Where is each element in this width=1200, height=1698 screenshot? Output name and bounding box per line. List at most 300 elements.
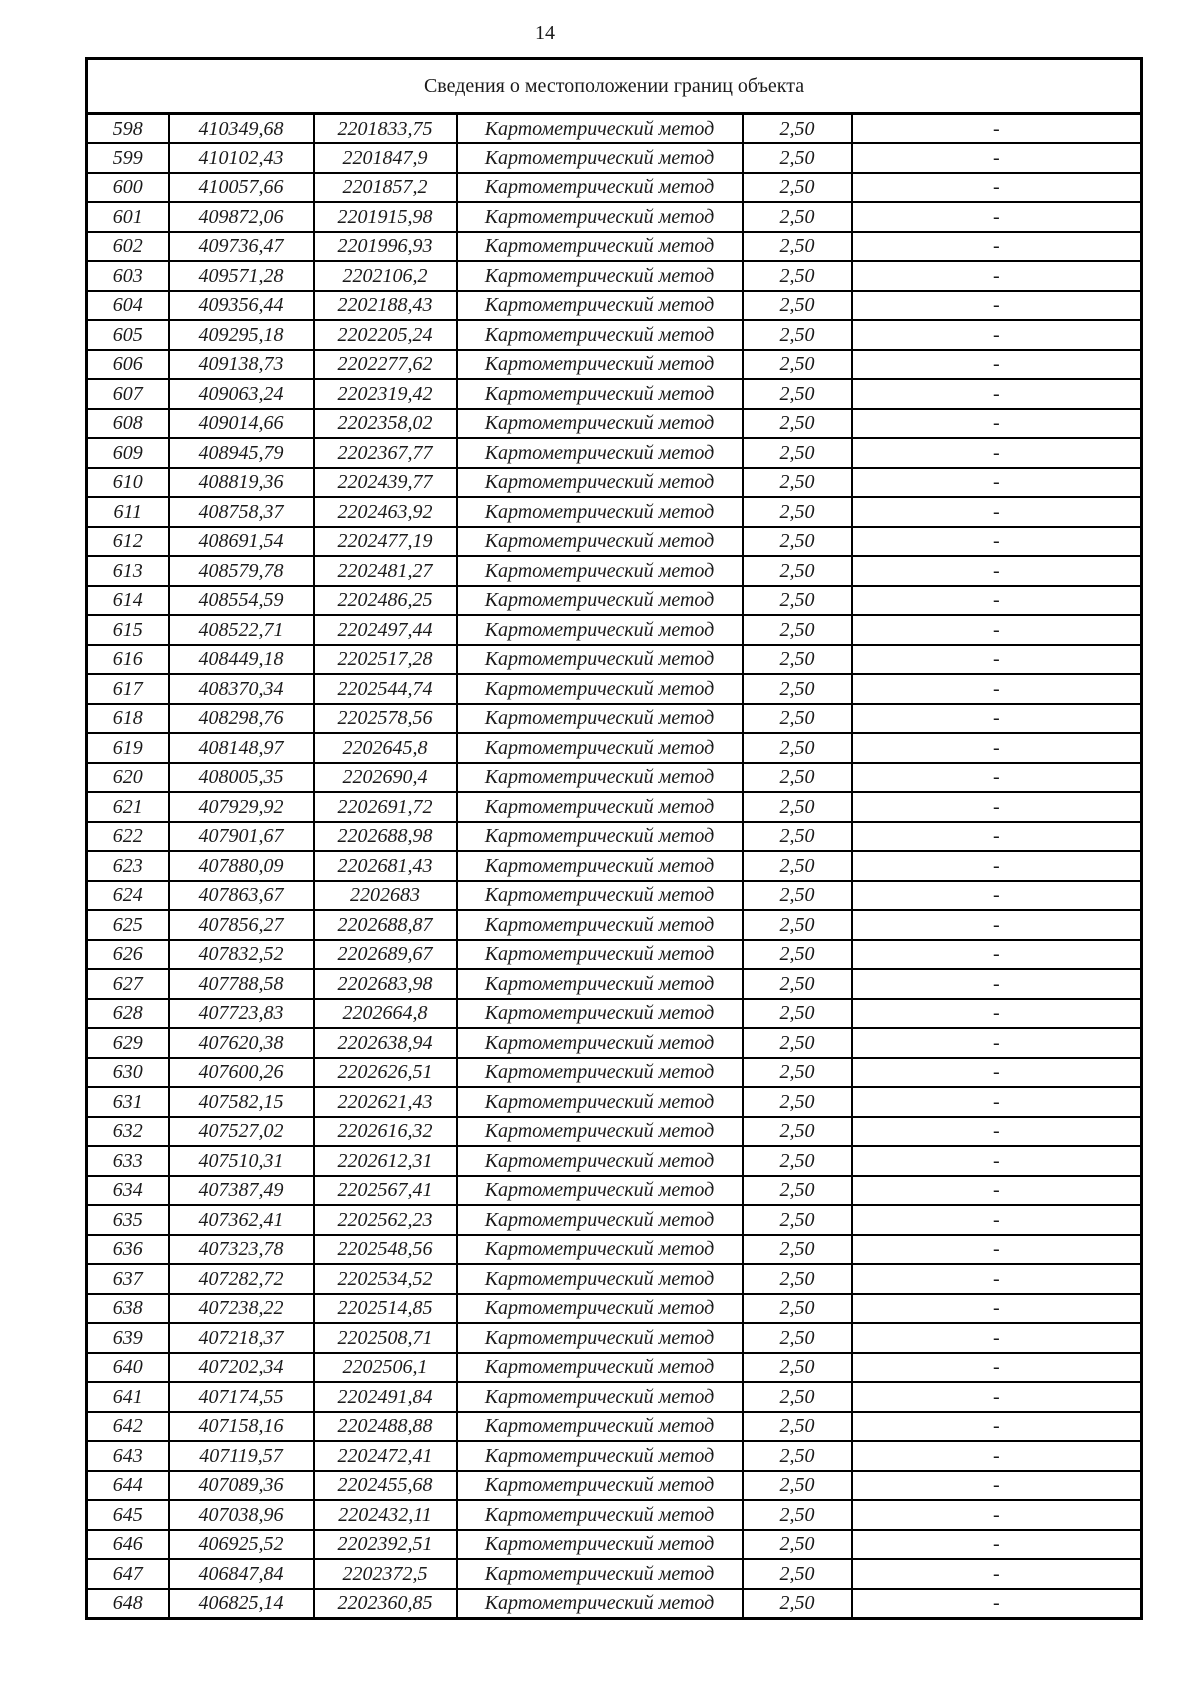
coord-y-cell: 2202567,41 (314, 1176, 457, 1206)
point-number-cell: 626 (87, 940, 169, 970)
table-body (87, 114, 1142, 1619)
method-cell: Картометрический метод (457, 1412, 743, 1442)
coord-x-cell: 407202,34 (169, 1353, 314, 1383)
coord-y-cell: 2202681,43 (314, 851, 457, 881)
point-number-cell: 618 (87, 704, 169, 734)
coord-x-cell: 408554,59 (169, 586, 314, 616)
coord-y-cell: 2202481,27 (314, 556, 457, 586)
method-cell: Картометрический метод (457, 379, 743, 409)
coord-y-cell: 2202534,52 (314, 1264, 457, 1294)
point-number-cell: 623 (87, 851, 169, 881)
coord-y-cell: 2202358,02 (314, 409, 457, 439)
precision-cell: 2,50 (743, 586, 852, 616)
point-number-cell: 639 (87, 1323, 169, 1353)
table-row (87, 1353, 1142, 1383)
precision-cell: 2,50 (743, 350, 852, 380)
point-number-cell: 637 (87, 1264, 169, 1294)
table-row (87, 114, 1142, 144)
description-cell: - (852, 1500, 1142, 1530)
coord-x-cell: 409571,28 (169, 261, 314, 291)
description-cell: - (852, 1589, 1142, 1619)
method-cell: Картометрический метод (457, 1500, 743, 1530)
table-row (87, 822, 1142, 852)
description-cell: - (852, 615, 1142, 645)
point-number-cell: 605 (87, 320, 169, 350)
precision-cell: 2,50 (743, 1500, 852, 1530)
coord-x-cell: 409295,18 (169, 320, 314, 350)
method-cell: Картометрический метод (457, 497, 743, 527)
description-cell: - (852, 1058, 1142, 1088)
precision-cell: 2,50 (743, 379, 852, 409)
method-cell: Картометрический метод (457, 1028, 743, 1058)
precision-cell: 2,50 (743, 881, 852, 911)
table-row (87, 1441, 1142, 1471)
description-cell: - (852, 733, 1142, 763)
method-cell: Картометрический метод (457, 1087, 743, 1117)
table-row (87, 940, 1142, 970)
point-number-cell: 612 (87, 527, 169, 557)
method-cell: Картометрический метод (457, 586, 743, 616)
table-row (87, 1323, 1142, 1353)
precision-cell: 2,50 (743, 1117, 852, 1147)
method-cell: Картометрический метод (457, 438, 743, 468)
coord-y-cell: 2202691,72 (314, 792, 457, 822)
coord-y-cell: 2202508,71 (314, 1323, 457, 1353)
page-number: 14 (535, 22, 555, 44)
point-number-cell: 610 (87, 468, 169, 498)
precision-cell: 2,50 (743, 202, 852, 232)
method-cell: Картометрический метод (457, 1205, 743, 1235)
point-number-cell: 625 (87, 910, 169, 940)
coord-y-cell: 2202486,25 (314, 586, 457, 616)
description-cell: - (852, 291, 1142, 321)
coord-x-cell: 408579,78 (169, 556, 314, 586)
point-number-cell: 614 (87, 586, 169, 616)
point-number-cell: 620 (87, 763, 169, 793)
table-row (87, 1589, 1142, 1619)
coord-x-cell: 407582,15 (169, 1087, 314, 1117)
description-cell: - (852, 1323, 1142, 1353)
method-cell: Картометрический метод (457, 969, 743, 999)
coord-y-cell: 2202690,4 (314, 763, 457, 793)
table-row (87, 645, 1142, 675)
precision-cell: 2,50 (743, 1294, 852, 1324)
coord-x-cell: 407901,67 (169, 822, 314, 852)
precision-cell: 2,50 (743, 1205, 852, 1235)
coord-x-cell: 407089,36 (169, 1471, 314, 1501)
coord-x-cell: 407174,55 (169, 1382, 314, 1412)
table-row (87, 586, 1142, 616)
table-row (87, 1412, 1142, 1442)
table-row (87, 320, 1142, 350)
point-number-cell: 617 (87, 674, 169, 704)
coord-y-cell: 2202683 (314, 881, 457, 911)
point-number-cell: 644 (87, 1471, 169, 1501)
description-cell: - (852, 438, 1142, 468)
precision-cell: 2,50 (743, 615, 852, 645)
coord-x-cell: 407856,27 (169, 910, 314, 940)
method-cell: Картометрический метод (457, 261, 743, 291)
coord-x-cell: 407600,26 (169, 1058, 314, 1088)
table-row (87, 733, 1142, 763)
description-cell: - (852, 822, 1142, 852)
method-cell: Картометрический метод (457, 1264, 743, 1294)
table-row (87, 615, 1142, 645)
table-row (87, 1146, 1142, 1176)
precision-cell: 2,50 (743, 1412, 852, 1442)
coord-y-cell: 2201847,9 (314, 143, 457, 173)
coord-y-cell: 2202645,8 (314, 733, 457, 763)
point-number-cell: 633 (87, 1146, 169, 1176)
description-cell: - (852, 527, 1142, 557)
coord-x-cell: 408449,18 (169, 645, 314, 675)
description-cell: - (852, 1028, 1142, 1058)
description-cell: - (852, 1382, 1142, 1412)
coord-x-cell: 410349,68 (169, 114, 314, 144)
coord-x-cell: 408370,34 (169, 674, 314, 704)
table-row (87, 1235, 1142, 1265)
coord-x-cell: 407788,58 (169, 969, 314, 999)
description-cell: - (852, 114, 1142, 144)
precision-cell: 2,50 (743, 851, 852, 881)
description-cell: - (852, 1441, 1142, 1471)
precision-cell: 2,50 (743, 1382, 852, 1412)
table-row (87, 497, 1142, 527)
precision-cell: 2,50 (743, 438, 852, 468)
precision-cell: 2,50 (743, 822, 852, 852)
coord-y-cell: 2202432,11 (314, 1500, 457, 1530)
coord-y-cell: 2202688,98 (314, 822, 457, 852)
coord-y-cell: 2202319,42 (314, 379, 457, 409)
table-row (87, 202, 1142, 232)
table-row (87, 350, 1142, 380)
table-row (87, 1500, 1142, 1530)
coord-y-cell: 2202688,87 (314, 910, 457, 940)
description-cell: - (852, 379, 1142, 409)
table-row (87, 1176, 1142, 1206)
table-title: Сведения о местоположении границ объекта (87, 59, 1142, 114)
point-number-cell: 630 (87, 1058, 169, 1088)
precision-cell: 2,50 (743, 999, 852, 1029)
table-row (87, 704, 1142, 734)
point-number-cell: 602 (87, 232, 169, 262)
table-row (87, 379, 1142, 409)
coord-y-cell: 2202477,19 (314, 527, 457, 557)
coord-x-cell: 409356,44 (169, 291, 314, 321)
coord-x-cell: 407158,16 (169, 1412, 314, 1442)
description-cell: - (852, 1264, 1142, 1294)
table-row (87, 409, 1142, 439)
point-number-cell: 645 (87, 1500, 169, 1530)
precision-cell: 2,50 (743, 910, 852, 940)
point-number-cell: 608 (87, 409, 169, 439)
method-cell: Картометрический метод (457, 1146, 743, 1176)
coord-y-cell: 2202188,43 (314, 291, 457, 321)
description-cell: - (852, 881, 1142, 911)
description-cell: - (852, 409, 1142, 439)
coord-y-cell: 2202616,32 (314, 1117, 457, 1147)
method-cell: Картометрический метод (457, 1323, 743, 1353)
coord-x-cell: 408522,71 (169, 615, 314, 645)
method-cell: Картометрический метод (457, 645, 743, 675)
method-cell: Картометрический метод (457, 232, 743, 262)
table-row (87, 438, 1142, 468)
precision-cell: 2,50 (743, 763, 852, 793)
table-row (87, 910, 1142, 940)
description-cell: - (852, 969, 1142, 999)
description-cell: - (852, 674, 1142, 704)
description-cell: - (852, 143, 1142, 173)
description-cell: - (852, 1117, 1142, 1147)
table-row (87, 1205, 1142, 1235)
precision-cell: 2,50 (743, 1028, 852, 1058)
method-cell: Картометрический метод (457, 851, 743, 881)
precision-cell: 2,50 (743, 940, 852, 970)
table-row (87, 1264, 1142, 1294)
table-row (87, 556, 1142, 586)
precision-cell: 2,50 (743, 733, 852, 763)
coord-x-cell: 410057,66 (169, 173, 314, 203)
description-cell: - (852, 1294, 1142, 1324)
coord-y-cell: 2202578,56 (314, 704, 457, 734)
method-cell: Картометрический метод (457, 173, 743, 203)
coord-y-cell: 2202277,62 (314, 350, 457, 380)
precision-cell: 2,50 (743, 468, 852, 498)
method-cell: Картометрический метод (457, 733, 743, 763)
method-cell: Картометрический метод (457, 350, 743, 380)
table-row (87, 881, 1142, 911)
table-row (87, 291, 1142, 321)
point-number-cell: 631 (87, 1087, 169, 1117)
method-cell: Картометрический метод (457, 202, 743, 232)
coord-x-cell: 408819,36 (169, 468, 314, 498)
description-cell: - (852, 1087, 1142, 1117)
precision-cell: 2,50 (743, 1530, 852, 1560)
method-cell: Картометрический метод (457, 792, 743, 822)
table-row (87, 1530, 1142, 1560)
table-row (87, 674, 1142, 704)
method-cell: Картометрический метод (457, 143, 743, 173)
point-number-cell: 613 (87, 556, 169, 586)
description-cell: - (852, 1353, 1142, 1383)
method-cell: Картометрический метод (457, 114, 743, 144)
coord-y-cell: 2202491,84 (314, 1382, 457, 1412)
coord-y-cell: 2202689,67 (314, 940, 457, 970)
description-cell: - (852, 232, 1142, 262)
table-row (87, 261, 1142, 291)
table-row (87, 1559, 1142, 1589)
point-number-cell: 622 (87, 822, 169, 852)
point-number-cell: 646 (87, 1530, 169, 1560)
precision-cell: 2,50 (743, 114, 852, 144)
coord-y-cell: 2202392,51 (314, 1530, 457, 1560)
coord-x-cell: 408005,35 (169, 763, 314, 793)
boundary-coordinates-table (85, 57, 1143, 1620)
method-cell: Картометрический метод (457, 1058, 743, 1088)
method-cell: Картометрический метод (457, 881, 743, 911)
point-number-cell: 621 (87, 792, 169, 822)
method-cell: Картометрический метод (457, 409, 743, 439)
method-cell: Картометрический метод (457, 1559, 743, 1589)
table-row (87, 792, 1142, 822)
point-number-cell: 642 (87, 1412, 169, 1442)
point-number-cell: 616 (87, 645, 169, 675)
table-row (87, 232, 1142, 262)
coord-y-cell: 2202372,5 (314, 1559, 457, 1589)
precision-cell: 2,50 (743, 409, 852, 439)
description-cell: - (852, 173, 1142, 203)
method-cell: Картометрический метод (457, 704, 743, 734)
point-number-cell: 643 (87, 1441, 169, 1471)
precision-cell: 2,50 (743, 1441, 852, 1471)
point-number-cell: 615 (87, 615, 169, 645)
point-number-cell: 636 (87, 1235, 169, 1265)
description-cell: - (852, 586, 1142, 616)
coord-y-cell: 2202621,43 (314, 1087, 457, 1117)
precision-cell: 2,50 (743, 1353, 852, 1383)
table-row (87, 143, 1142, 173)
precision-cell: 2,50 (743, 527, 852, 557)
coord-y-cell: 2202506,1 (314, 1353, 457, 1383)
precision-cell: 2,50 (743, 291, 852, 321)
precision-cell: 2,50 (743, 143, 852, 173)
coord-x-cell: 407832,52 (169, 940, 314, 970)
coord-x-cell: 409872,06 (169, 202, 314, 232)
precision-cell: 2,50 (743, 1087, 852, 1117)
point-number-cell: 600 (87, 173, 169, 203)
point-number-cell: 611 (87, 497, 169, 527)
method-cell: Картометрический метод (457, 1353, 743, 1383)
table-row (87, 1294, 1142, 1324)
precision-cell: 2,50 (743, 1559, 852, 1589)
coord-x-cell: 407510,31 (169, 1146, 314, 1176)
precision-cell: 2,50 (743, 1264, 852, 1294)
precision-cell: 2,50 (743, 261, 852, 291)
description-cell: - (852, 1559, 1142, 1589)
coord-x-cell: 407119,57 (169, 1441, 314, 1471)
method-cell: Картометрический метод (457, 320, 743, 350)
table-row (87, 173, 1142, 203)
method-cell: Картометрический метод (457, 1235, 743, 1265)
coord-x-cell: 407527,02 (169, 1117, 314, 1147)
table-row (87, 527, 1142, 557)
description-cell: - (852, 202, 1142, 232)
coord-x-cell: 406847,84 (169, 1559, 314, 1589)
table-row (87, 468, 1142, 498)
coord-x-cell: 409138,73 (169, 350, 314, 380)
description-cell: - (852, 468, 1142, 498)
point-number-cell: 647 (87, 1559, 169, 1589)
coord-x-cell: 407282,72 (169, 1264, 314, 1294)
coord-x-cell: 407362,41 (169, 1205, 314, 1235)
description-cell: - (852, 940, 1142, 970)
point-number-cell: 627 (87, 969, 169, 999)
description-cell: - (852, 851, 1142, 881)
precision-cell: 2,50 (743, 969, 852, 999)
method-cell: Картометрический метод (457, 940, 743, 970)
precision-cell: 2,50 (743, 556, 852, 586)
precision-cell: 2,50 (743, 173, 852, 203)
coord-x-cell: 407218,37 (169, 1323, 314, 1353)
coord-y-cell: 2202514,85 (314, 1294, 457, 1324)
table-row (87, 1087, 1142, 1117)
method-cell: Картометрический метод (457, 527, 743, 557)
precision-cell: 2,50 (743, 1471, 852, 1501)
coord-y-cell: 2201996,93 (314, 232, 457, 262)
coord-x-cell: 409063,24 (169, 379, 314, 409)
point-number-cell: 628 (87, 999, 169, 1029)
method-cell: Картометрический метод (457, 291, 743, 321)
point-number-cell: 607 (87, 379, 169, 409)
coord-x-cell: 407863,67 (169, 881, 314, 911)
description-cell: - (852, 1235, 1142, 1265)
coord-x-cell: 407038,96 (169, 1500, 314, 1530)
coord-y-cell: 2202638,94 (314, 1028, 457, 1058)
table-row (87, 999, 1142, 1029)
coord-y-cell: 2202497,44 (314, 615, 457, 645)
description-cell: - (852, 1205, 1142, 1235)
point-number-cell: 641 (87, 1382, 169, 1412)
method-cell: Картометрический метод (457, 1589, 743, 1619)
point-number-cell: 634 (87, 1176, 169, 1206)
method-cell: Картометрический метод (457, 1117, 743, 1147)
method-cell: Картометрический метод (457, 1176, 743, 1206)
method-cell: Картометрический метод (457, 615, 743, 645)
description-cell: - (852, 792, 1142, 822)
precision-cell: 2,50 (743, 1058, 852, 1088)
method-cell: Картометрический метод (457, 1294, 743, 1324)
method-cell: Картометрический метод (457, 999, 743, 1029)
description-cell: - (852, 1412, 1142, 1442)
description-cell: - (852, 999, 1142, 1029)
point-number-cell: 632 (87, 1117, 169, 1147)
point-number-cell: 640 (87, 1353, 169, 1383)
coord-y-cell: 2202367,77 (314, 438, 457, 468)
description-cell: - (852, 350, 1142, 380)
coord-y-cell: 2202562,23 (314, 1205, 457, 1235)
point-number-cell: 624 (87, 881, 169, 911)
point-number-cell: 599 (87, 143, 169, 173)
point-number-cell: 601 (87, 202, 169, 232)
table-row (87, 1028, 1142, 1058)
point-number-cell: 629 (87, 1028, 169, 1058)
coord-x-cell: 409736,47 (169, 232, 314, 262)
method-cell: Картометрический метод (457, 1441, 743, 1471)
point-number-cell: 619 (87, 733, 169, 763)
coord-y-cell: 2202455,68 (314, 1471, 457, 1501)
coord-y-cell: 2201915,98 (314, 202, 457, 232)
table-row (87, 763, 1142, 793)
method-cell: Картометрический метод (457, 1471, 743, 1501)
description-cell: - (852, 556, 1142, 586)
description-cell: - (852, 320, 1142, 350)
point-number-cell: 598 (87, 114, 169, 144)
coord-y-cell: 2202626,51 (314, 1058, 457, 1088)
table-row (87, 851, 1142, 881)
coord-y-cell: 2202683,98 (314, 969, 457, 999)
precision-cell: 2,50 (743, 320, 852, 350)
precision-cell: 2,50 (743, 792, 852, 822)
coord-x-cell: 408945,79 (169, 438, 314, 468)
point-number-cell: 609 (87, 438, 169, 468)
description-cell: - (852, 1530, 1142, 1560)
precision-cell: 2,50 (743, 1323, 852, 1353)
table-row (87, 1382, 1142, 1412)
method-cell: Картометрический метод (457, 763, 743, 793)
coord-y-cell: 2202463,92 (314, 497, 457, 527)
description-cell: - (852, 1176, 1142, 1206)
coord-x-cell: 407929,92 (169, 792, 314, 822)
